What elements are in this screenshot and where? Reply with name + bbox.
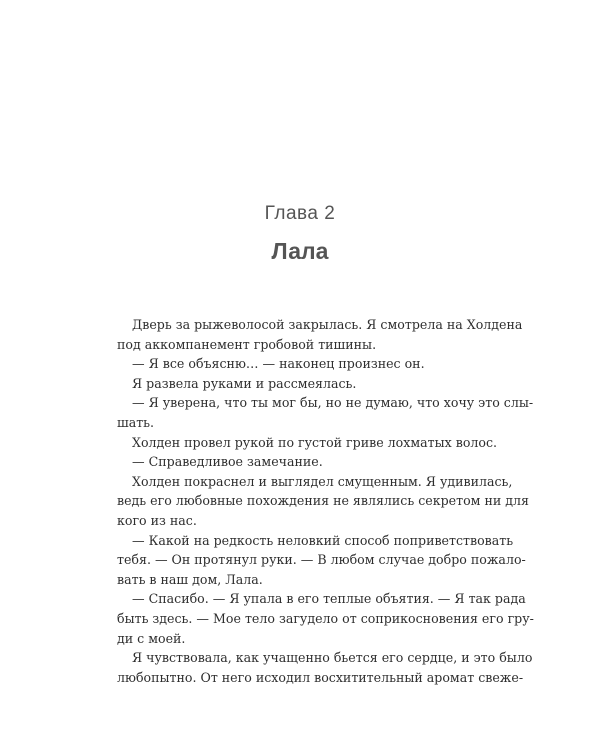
- text-line: кого из нас.: [117, 512, 197, 528]
- text-line: — Я уверена, что ты мог бы, но не думаю, что хочу это слы-: [132, 395, 534, 411]
- chapter-body-text: [117, 315, 534, 687]
- text-line: вать в наш дом, Лала.: [117, 571, 263, 587]
- text-line: шать.: [117, 414, 155, 430]
- chapter-number: Глава 2: [264, 203, 336, 224]
- text-line: любопытно. От него исходил восхитительный аромат свеже-: [117, 669, 524, 685]
- text-line: Холден провел рукой по густой гриве лохматых волос.: [132, 434, 498, 450]
- text-line: ди с моей.: [117, 630, 186, 646]
- chapter-title: Лала: [271, 238, 329, 264]
- text-line: ведь его любовные похождения не являлись секретом ни для: [117, 493, 529, 509]
- text-line: — Я все объясню… — наконец произнес он.: [132, 356, 425, 372]
- text-line: тебя. — Он протянул руки. — В любом случае добро пожало-: [117, 552, 526, 568]
- text-line: — Справедливое замечание.: [132, 454, 323, 470]
- text-line: быть здесь. — Мое тело загудело от соприкосновения его гру-: [117, 610, 534, 626]
- text-line: Я развела руками и рассмеялась.: [132, 375, 357, 391]
- text-line: Дверь за рыжеволосой закрылась. Я смотрела на Холдена: [132, 317, 523, 332]
- text-line: — Спасибо. — Я упала в его теплые объятия. — Я так рада: [132, 591, 526, 607]
- text-line: под аккомпанемент гробовой тишины.: [117, 336, 377, 352]
- text-line: Я чувствовала, как учащенно бьется его сердце, и это было: [132, 650, 533, 666]
- text-line: — Какой на редкость неловкий способ поприветствовать: [132, 532, 514, 548]
- text-line: Холден покраснел и выглядел смущенным. Я удивилась,: [132, 473, 513, 489]
